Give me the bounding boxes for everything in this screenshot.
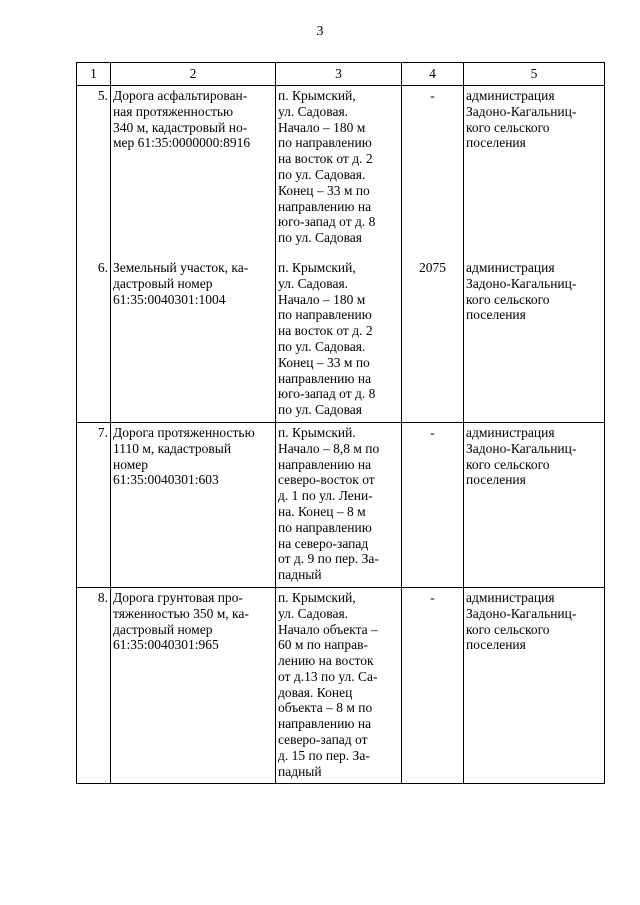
property-registry-table	[76, 62, 605, 784]
object-name-line: Дорога протяженностью	[113, 424, 255, 440]
object-location-line: по направлению	[278, 519, 372, 535]
object-name-line: 61:35:0040301:1004	[113, 291, 226, 307]
object-holder-line: поселения	[466, 135, 526, 151]
object-location-line: от д. 9 по пер. За-	[278, 551, 379, 567]
object-location-line: д. 15 по пер. За-	[278, 747, 370, 763]
object-name-line: 340 м, кадастровый но-	[113, 119, 248, 135]
object-holder-line: администрация	[466, 259, 555, 275]
object-location-line: северо-запад от	[278, 732, 368, 748]
object-area: -	[402, 86, 464, 250]
object-holder	[464, 250, 605, 422]
object-holder	[464, 86, 605, 250]
table-row	[77, 587, 605, 784]
object-location-line: п. Крымский,	[278, 589, 356, 605]
page-number: 3	[316, 24, 324, 39]
object-name-line: 1110 м, кадастровый	[113, 440, 232, 456]
object-location-line: п. Крымский.	[278, 424, 356, 440]
object-location-line: довая. Конец	[278, 684, 353, 700]
row-number: 5.	[77, 86, 111, 250]
object-holder-line: кого сельского	[466, 291, 550, 307]
object-location-line: 60 м по направ-	[278, 637, 369, 653]
object-area: 2075	[402, 250, 464, 422]
object-location-line: юго-запад от д. 8	[278, 214, 376, 230]
object-name	[111, 250, 276, 422]
object-area: -	[402, 422, 464, 587]
object-location-line: по направлению	[278, 135, 372, 151]
object-location-line: Начало – 180 м	[278, 119, 366, 135]
object-location-line: Начало – 8,8 м по	[278, 440, 380, 456]
object-name-line: тяженностью 350 м, ка-	[113, 605, 249, 621]
object-location	[276, 422, 402, 587]
object-location-line: по направлению	[278, 307, 372, 323]
row-number: 8.	[77, 587, 111, 784]
object-holder-line: администрация	[466, 424, 555, 440]
object-name-line: Дорога асфальтирован-	[113, 88, 248, 103]
object-location-line: падный	[278, 567, 322, 583]
object-location-line: падный	[278, 763, 322, 779]
object-holder-line: Задоно-Кагальниц-	[466, 103, 577, 119]
object-location	[276, 587, 402, 784]
object-location-line: по ул. Садовая.	[278, 338, 366, 354]
object-name	[111, 422, 276, 587]
object-name-line: дастровый номер	[113, 621, 213, 637]
object-location-line: Конец – 33 м по	[278, 182, 370, 198]
column-header: 4	[402, 63, 464, 86]
object-location-line: на восток от д. 2	[278, 323, 373, 339]
object-location-line: северо-восток от	[278, 472, 375, 488]
object-holder-line: Задоно-Кагальниц-	[466, 605, 577, 621]
object-location-line: на восток от д. 2	[278, 151, 373, 167]
object-location-line: лению на восток	[278, 653, 374, 669]
object-name-line: мер 61:35:0000000:8916	[113, 135, 251, 151]
table-row	[77, 250, 605, 422]
object-location-line: от д.13 по ул. Са-	[278, 668, 378, 684]
object-location-line: д. 1 по ул. Лени-	[278, 488, 373, 504]
object-location-line: направлению на	[278, 716, 372, 732]
object-name-line: номер	[113, 456, 149, 472]
object-holder-line: поселения	[466, 472, 526, 488]
object-location-line: ул. Садовая.	[278, 605, 349, 621]
object-location-line: ул. Садовая.	[278, 103, 349, 119]
column-header: 3	[276, 63, 402, 86]
object-holder-line: поселения	[466, 637, 526, 653]
object-holder-line: кого сельского	[466, 119, 550, 135]
object-name-line: 61:35:0040301:965	[113, 637, 219, 653]
object-location-line: направлению на	[278, 456, 372, 472]
object-name-line: Дорога грунтовая про-	[113, 589, 243, 605]
object-holder-line: поселения	[466, 307, 526, 323]
object-holder-line: Задоно-Кагальниц-	[466, 275, 577, 291]
column-header: 1	[77, 63, 111, 86]
object-area: -	[402, 587, 464, 784]
object-location-line: объекта – 8 м по	[278, 700, 373, 716]
object-location-line: направлению на	[278, 370, 372, 386]
object-holder-line: Задоно-Кагальниц-	[466, 440, 577, 456]
object-name-line: дастровый номер	[113, 275, 213, 291]
object-holder	[464, 587, 605, 784]
object-holder	[464, 422, 605, 587]
row-number: 6.	[77, 250, 111, 422]
object-location-line: ул. Садовая.	[278, 275, 349, 291]
object-location-line: Конец – 33 м по	[278, 354, 370, 370]
object-name-line: ная протяженностью	[113, 103, 234, 119]
table-row	[77, 86, 605, 250]
object-location-line: по ул. Садовая	[278, 230, 363, 246]
object-location-line: Начало – 180 м	[278, 291, 366, 307]
table-header-row	[77, 63, 605, 86]
object-location-line: п. Крымский,	[278, 259, 356, 275]
row-number: 7.	[77, 422, 111, 587]
object-location-line: на. Конец – 8 м	[278, 503, 366, 519]
object-name	[111, 86, 276, 250]
column-header: 2	[111, 63, 276, 86]
object-location-line: по ул. Садовая.	[278, 166, 366, 182]
column-header: 5	[464, 63, 605, 86]
object-holder-line: кого сельского	[466, 621, 550, 637]
object-location-line: по ул. Садовая	[278, 402, 363, 418]
object-location-line: направлению на	[278, 198, 372, 214]
object-name-line: 61:35:0040301:603	[113, 472, 219, 488]
object-location-line: Начало объекта –	[278, 621, 378, 637]
table-row	[77, 422, 605, 587]
object-name	[111, 587, 276, 784]
object-location-line: юго-запад от д. 8	[278, 386, 376, 402]
object-holder-line: администрация	[466, 589, 555, 605]
object-location-line: на северо-запад	[278, 535, 369, 551]
object-location	[276, 86, 402, 250]
object-location-line: п. Крымский,	[278, 88, 356, 103]
object-holder-line: администрация	[466, 88, 555, 103]
object-location	[276, 250, 402, 422]
object-holder-line: кого сельского	[466, 456, 550, 472]
object-name-line: Земельный участок, ка-	[113, 259, 249, 275]
